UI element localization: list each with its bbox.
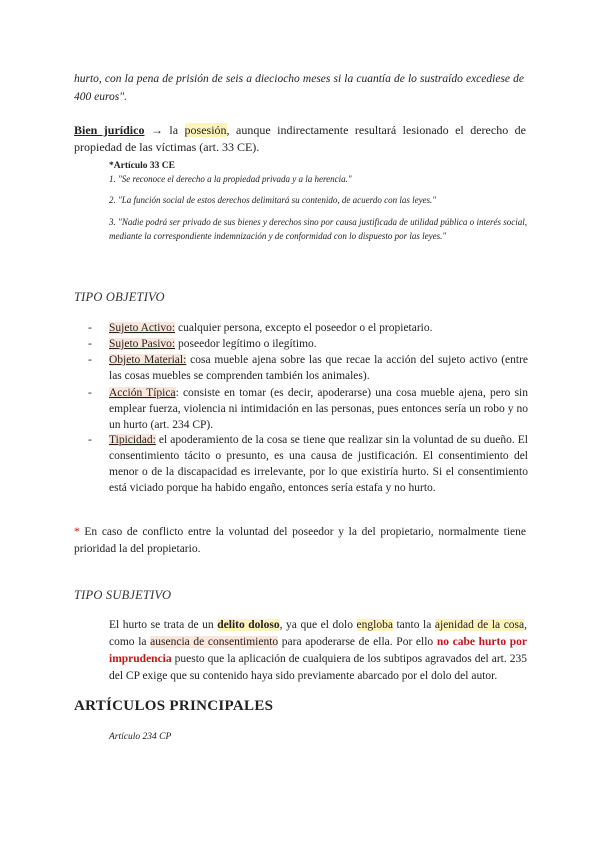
- subj-text-1: El hurto se trata de un: [109, 619, 218, 631]
- nota-paragraph: [74, 524, 526, 558]
- articulo-33-item-3: 3. "Nadie podrá ser privado de sus bienes y derechos sino por causa justificada de utilidad pública o interés social, mediante la correspondiente indemnización y de conformidad con lo dispuesto por las leyes.": [109, 217, 527, 241]
- articulo-33-title: *Artículo 33 CE: [109, 161, 175, 171]
- sujeto-pasivo-text: poseedor legítimo o ilegítimo.: [175, 338, 317, 350]
- tipicidad-text: el apoderamiento de la cosa se tiene que realizar sin la voluntad de su dueño. El consentimiento tácito o presunto, es una causa de justificación. El consentimiento del menor o de la discapacidad es irrelevante, por lo que existiría hurto. Si el consentimiento está viciado porque ha habido engaño, entonces sería estafa y no hurto.: [109, 434, 528, 494]
- bien-juridico-label: Bien jurídico: [74, 123, 145, 137]
- subj-text-6: puesto que la aplicación de cualquiera de los subtipos agravados del art. 235 del CP exige que su contenido haya sido previamente abarcado por el dolo del autor.: [109, 653, 527, 682]
- list-item: [88, 336, 528, 352]
- articulo-33-item-2: 2. "La función social de estos derechos delimitará su contenido, de acuerdo con las leyes.": [109, 195, 437, 205]
- list-item: [88, 432, 528, 496]
- bien-juridico-rest: , aunque indirectamente resultará lesionado el derecho de propiedad de las víctimas (art. 33 CE).: [74, 123, 526, 154]
- sujeto-activo-term: Sujeto Activo:: [109, 322, 176, 334]
- tipo-subjetivo-paragraph: [109, 617, 527, 685]
- dash-bullet: -: [88, 387, 92, 399]
- dash-bullet: -: [88, 354, 92, 366]
- accion-tipica-text: : consiste en tomar (es decir, apoderarse) una cosa mueble ajena, pero sin emplear fuerza, violencia ni intimidación en las personas, pues entonces sería un robo y no un hurto (art. 234 CP).: [109, 387, 529, 431]
- ajenidad-highlight: ajenidad de la cosa: [434, 619, 525, 631]
- dash-bullet: -: [88, 338, 92, 350]
- asterisk-icon: *: [74, 526, 80, 538]
- engloba-highlight: engloba: [356, 619, 393, 631]
- sujeto-activo-text: cualquier persona, excepto el poseedor o el propietario.: [175, 322, 433, 334]
- accion-tipica-term: Acción Típica: [109, 387, 176, 399]
- subj-text-3: tanto la: [392, 619, 435, 631]
- intro-paragraph: [74, 70, 524, 106]
- list-item: [88, 320, 528, 336]
- bien-juridico-paragraph: [74, 122, 526, 156]
- articulos-principales-heading: ARTÍCULOS PRINCIPALES: [74, 698, 274, 714]
- arrow-icon: →: [150, 123, 163, 137]
- sujeto-pasivo-term: Sujeto Pasivo:: [109, 338, 176, 350]
- tipo-objetivo-heading: TIPO OBJETIVO: [74, 290, 165, 304]
- articulo-234-label: Artículo 234 CP: [109, 732, 172, 742]
- objeto-material-text: cosa mueble ajena sobre las que recae la acción del sujeto activo (entre las cosas muebles se comprenden también los animales).: [109, 354, 529, 382]
- dash-bullet: -: [88, 322, 92, 334]
- nota-text: En caso de conflicto entre la voluntad del poseedor y la del propietario, normalmente tiene prioridad la del propietario.: [74, 526, 526, 555]
- articulo-33-item-1: 1. "Se reconoce el derecho a la propiedad privada y a la herencia.": [109, 174, 352, 184]
- no-cabe-hurto-emphasis: no cabe hurto por imprudencia: [109, 636, 527, 665]
- intro-text: hurto, con la pena de prisión de seis a dieciocho meses si la cuantía de lo sustraído excediese de 400 euros".: [74, 73, 524, 103]
- dash-bullet: -: [88, 434, 92, 446]
- tipicidad-term: Tipicidad:: [109, 434, 156, 446]
- subj-text-4: , como la: [109, 619, 528, 648]
- bien-juridico-pre: la: [169, 123, 179, 137]
- subj-text-2: , ya que el dolo: [279, 619, 357, 631]
- posesion-highlight: posesión: [184, 123, 227, 137]
- delito-doloso-highlight: delito doloso: [217, 619, 280, 631]
- tipo-subjetivo-heading: TIPO SUBJETIVO: [74, 588, 172, 602]
- subj-text-5: para apoderarse de ella. Por ello: [278, 636, 437, 648]
- objeto-material-term: Objeto Material:: [109, 354, 187, 366]
- ausencia-highlight: ausencia de consentimiento: [150, 636, 279, 648]
- list-item: [88, 352, 528, 384]
- list-item: [88, 385, 528, 433]
